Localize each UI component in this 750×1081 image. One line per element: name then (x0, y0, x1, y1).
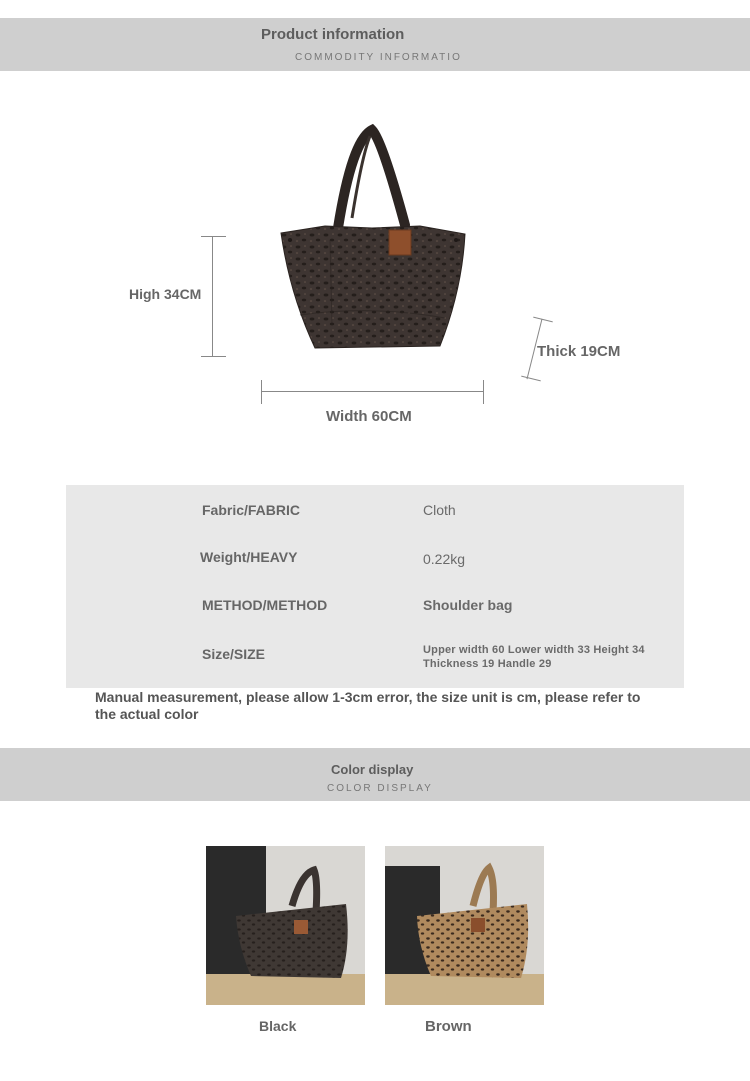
height-dimension-cap-top (201, 236, 226, 237)
height-label: High 34CM (129, 286, 202, 302)
spec-value-method: Shoulder bag (423, 597, 513, 613)
spec-label-size: Size/SIZE (202, 646, 266, 662)
color-label-brown: Brown (425, 1018, 472, 1035)
measurement-note: Manual measurement, please allow 1-3cm error, the size unit is cm, please refer to the actual color (95, 689, 641, 722)
color-swatch-black[interactable] (206, 846, 365, 1005)
spec-value-weight: 0.22kg (423, 551, 466, 567)
black-bag-photo (206, 846, 365, 1005)
product-info-header (0, 18, 750, 71)
height-dimension-cap-bottom (201, 356, 226, 357)
spec-value-fabric: Cloth (423, 502, 456, 518)
color-display-subtitle: COLOR DISPLAY (327, 783, 433, 794)
width-dimension-cap-right (483, 380, 484, 404)
width-label: Width 60CM (326, 408, 412, 425)
spec-value-size: Upper width 60 Lower width 33 Height 34 Thickness 19 Handle 29 (423, 644, 645, 670)
product-info-subtitle: COMMODITY INFORMATIO (295, 52, 462, 63)
spec-table (66, 485, 684, 688)
product-diagram (0, 100, 750, 440)
color-display-title: Color display (331, 762, 414, 777)
tote-bag-image (0, 100, 750, 440)
brown-bag-photo (385, 846, 544, 1005)
thickness-label: Thick 19CM (537, 343, 621, 360)
height-dimension-line (212, 236, 213, 357)
product-info-title: Product information (261, 26, 405, 43)
color-label-black: Black (259, 1018, 297, 1034)
spec-label-fabric: Fabric/FABRIC (202, 502, 301, 518)
width-dimension-line (261, 391, 484, 392)
color-swatch-brown[interactable] (385, 846, 544, 1005)
color-display-header (0, 748, 750, 801)
width-dimension-cap-left (261, 380, 262, 404)
spec-label-method: METHOD/METHOD (202, 597, 328, 613)
spec-label-weight: Weight/HEAVY (200, 549, 298, 565)
